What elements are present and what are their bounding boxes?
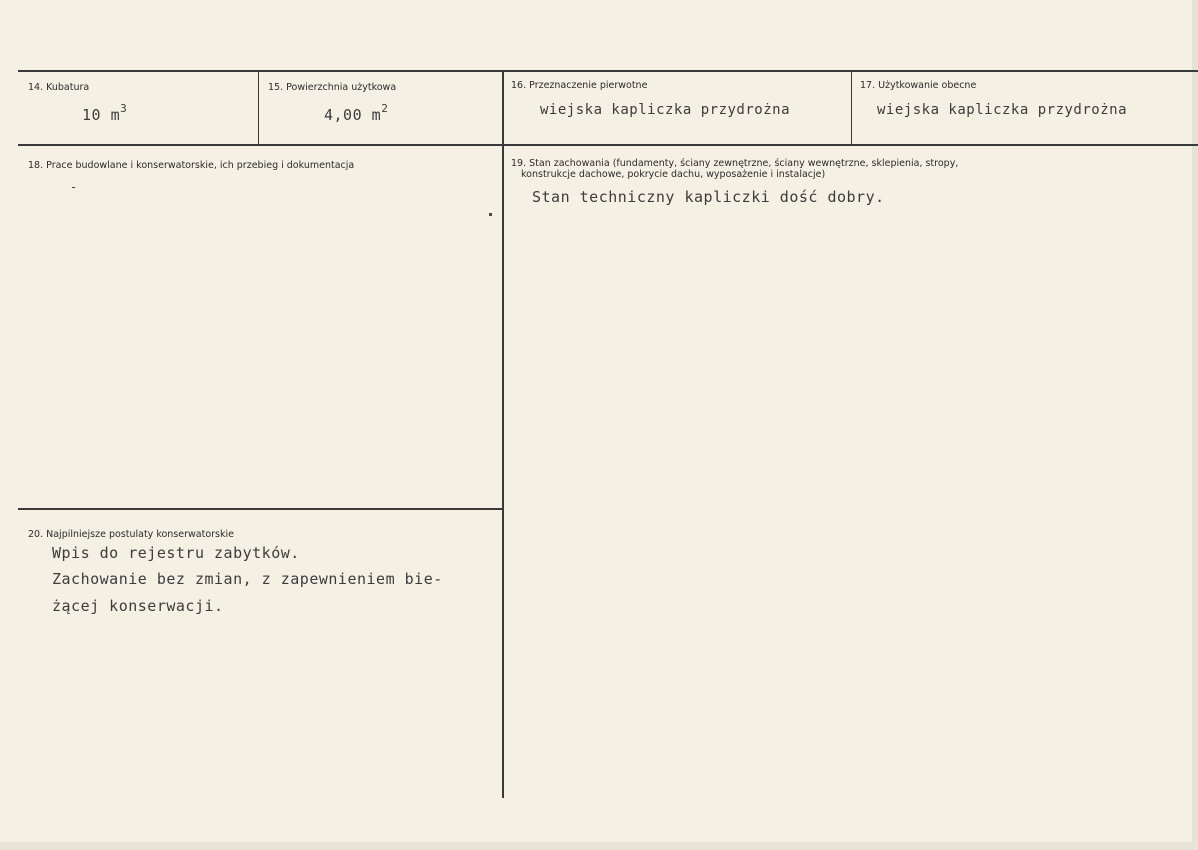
field-15-value (324, 104, 388, 124)
field-15-value-text: 4,00 m (324, 106, 382, 124)
divider-main (502, 72, 504, 798)
field-18-value: - (70, 180, 78, 194)
divider-16-17 (851, 72, 852, 145)
field-14-label: 14. Kubatura (28, 82, 90, 93)
field-15-value-exponent: 2 (381, 102, 389, 115)
stray-mark (489, 213, 492, 216)
field-20-line-1: Wpis do rejestru zabytków. (52, 544, 300, 562)
field-18-label: 18. Prace budowlane i konserwatorskie, ich przebieg i dokumentacja (28, 160, 355, 171)
field-16-value: wiejska kapliczka przydrożna (540, 102, 791, 118)
field-19-label-line-2: konstrukcje dachowe, pokrycie dachu, wyposażenie i instalacje) (521, 169, 826, 180)
field-17-label: 17. Użytkowanie obecne (860, 80, 977, 91)
divider-14-15 (258, 72, 259, 145)
field-20-rule (18, 508, 502, 510)
top-rule (18, 70, 1198, 72)
field-19-label-line-1: 19. Stan zachowania (fundamenty, ściany zewnętrzne, ściany wewnętrzne, sklepienia, stropy, (511, 158, 959, 169)
field-14-value (82, 104, 127, 124)
field-20-line-3: żącej konserwacji. (52, 597, 224, 615)
card-edge-bottom (0, 842, 1198, 850)
field-14-value-exponent: 3 (120, 102, 128, 115)
card-edge-right (1192, 0, 1198, 850)
row-rule (18, 144, 1198, 146)
field-14-value-text: 10 m (82, 106, 121, 124)
field-20-line-2: Zachowanie bez zmian, z zapewnieniem bie- (52, 570, 443, 588)
field-19-value: Stan techniczny kapliczki dość dobry. (532, 188, 885, 206)
field-16-label: 16. Przeznaczenie pierwotne (511, 80, 648, 91)
field-17-value: wiejska kapliczka przydrożna (877, 102, 1128, 118)
field-15-label: 15. Powierzchnia użytkowa (268, 82, 397, 93)
field-20-label: 20. Najpilniejsze postulaty konserwatorskie (28, 529, 234, 540)
